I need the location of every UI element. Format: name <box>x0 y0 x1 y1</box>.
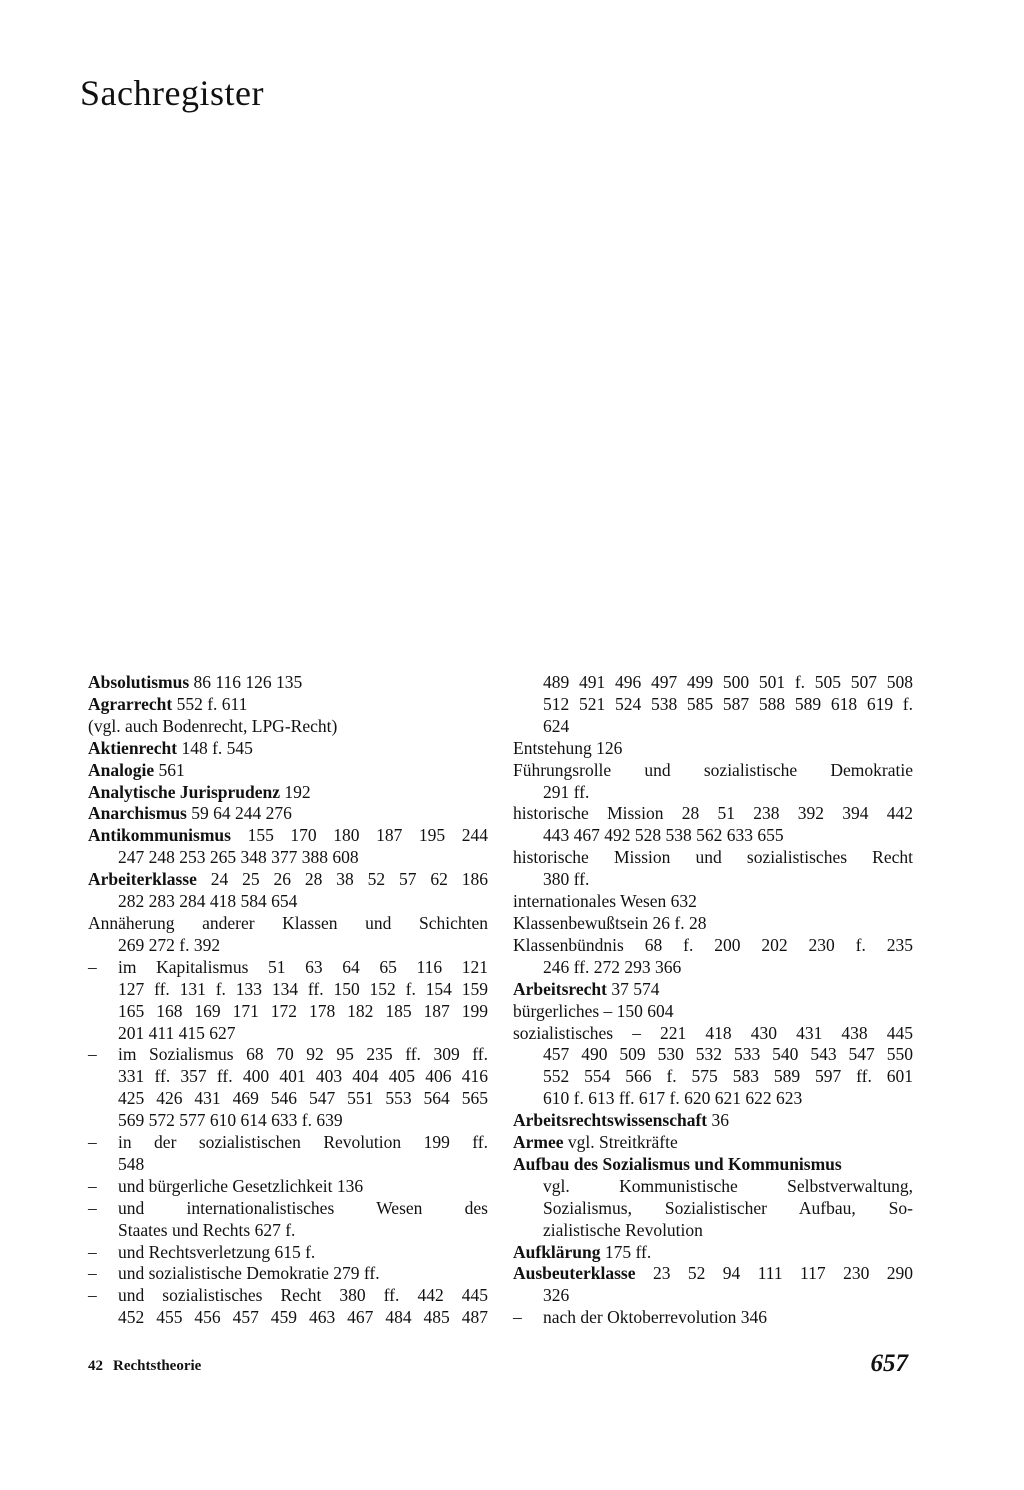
index-entry-line <box>88 891 488 913</box>
index-entry-text: 86 116 126 135 <box>193 672 303 692</box>
index-entry-line <box>513 847 913 869</box>
index-entry-line <box>513 1110 913 1132</box>
index-entry-text: 155 170 180 187 195 244 <box>247 825 489 846</box>
index-entry-text: zialistische Revolution <box>543 1219 703 1240</box>
index-entry-line <box>513 738 913 760</box>
index-entry-line <box>88 1198 488 1220</box>
index-headword: Arbeitsrechtswissenschaft <box>513 1110 708 1131</box>
index-entry-text: 192 <box>284 781 311 802</box>
index-entry-text: Entstehung 126 <box>513 737 623 758</box>
index-entry-text: 165 168 169 171 172 178 182 185 187 199 <box>118 1000 488 1021</box>
index-entry-line <box>88 1066 488 1088</box>
index-entry-line <box>88 1001 488 1023</box>
index-entry-line <box>88 1044 488 1066</box>
index-entry-text: internationales Wesen 632 <box>513 891 697 912</box>
signature-label: Rechtstheorie <box>113 1358 202 1374</box>
index-entry-text: 246 ff. 272 293 366 <box>543 956 682 977</box>
index-entry-line <box>513 782 913 804</box>
index-entry-line <box>88 869 488 891</box>
index-entry-text: und bürgerliche Gesetzlichkeit 136 <box>118 1175 364 1196</box>
index-entry-text: 489 491 496 497 499 500 501 f. 505 507 508 <box>543 672 913 692</box>
index-entry-line <box>513 1154 913 1176</box>
index-entry-text: 624 <box>543 715 570 736</box>
index-entry-line <box>88 1307 488 1329</box>
index-entry-line <box>88 913 488 935</box>
index-entry-line <box>88 672 488 694</box>
index-entry-text: 552 f. 611 <box>176 693 248 714</box>
index-entry-line <box>88 803 488 825</box>
index-entry-line <box>88 1263 488 1285</box>
entry-dash: – <box>88 1263 97 1284</box>
index-headword: Aufbau des Sozialismus und Kommunismus <box>513 1153 842 1174</box>
index-entry-text: vgl. Kommunistische Selbstverwaltung, <box>543 1175 913 1196</box>
index-entry-line <box>513 1066 913 1088</box>
index-entry-line <box>513 716 913 738</box>
index-headword: Antikommunismus <box>88 825 231 846</box>
index-entry-line <box>88 1132 488 1154</box>
entry-dash: – <box>88 1285 97 1306</box>
index-entry-text: 561 <box>158 759 185 780</box>
page-title: Sachregister <box>80 73 264 113</box>
index-entry-text: Annäherung anderer Klassen und Schichten <box>88 912 488 933</box>
index-entry-line <box>88 1110 488 1132</box>
index-headword: Ausbeuterklasse <box>513 1263 636 1284</box>
index-headword: Analogie <box>88 759 155 780</box>
index-entry-line <box>513 1285 913 1307</box>
entry-dash: – <box>88 1241 97 1262</box>
index-headword: Anarchismus <box>88 803 187 824</box>
index-entry-line <box>513 1044 913 1066</box>
index-entry-text: und sozialistisches Recht 380 ff. 442 445 <box>118 1285 488 1306</box>
index-entry-line <box>513 935 913 957</box>
index-entry-text: 23 52 94 111 117 230 290 <box>652 1263 913 1284</box>
index-entry-text: 175 ff. <box>604 1241 652 1262</box>
index-entry-text: Führungsrolle und sozialistische Demokratie <box>513 759 913 780</box>
index-entry-line <box>513 1176 913 1198</box>
index-entry-text: 380 ff. <box>543 869 590 890</box>
index-headword: Absolutismus <box>88 672 190 692</box>
index-entry-line <box>513 957 913 979</box>
index-entry-line <box>88 979 488 1001</box>
index-entry-text: (vgl. auch Bodenrecht, LPG-Recht) <box>88 715 338 736</box>
index-headword: Agrarrecht <box>88 693 173 714</box>
index-entry-text: Sozialismus, Sozialistischer Aufbau, So- <box>543 1197 913 1218</box>
index-entry-text: 512 521 524 538 585 587 588 589 618 619 f. <box>543 693 913 714</box>
index-headword: Arbeitsrecht <box>513 978 607 999</box>
index-entry-line <box>513 1001 913 1023</box>
index-entry-text: 610 f. 613 ff. 617 f. 620 621 622 623 <box>543 1088 803 1109</box>
index-entry-text: 569 572 577 610 614 633 f. 639 <box>118 1110 343 1131</box>
index-entry-line <box>88 1220 488 1242</box>
index-entry-text: 37 574 <box>611 978 660 999</box>
index-entry-text: 452 455 456 457 459 463 467 484 485 487 <box>118 1307 488 1328</box>
index-entry-text: historische Mission und sozialistisches Recht <box>513 847 913 868</box>
index-entry-line <box>88 1242 488 1264</box>
index-entry-text: und internationalistisches Wesen des <box>118 1197 488 1218</box>
index-headword: Aufklärung <box>513 1241 601 1262</box>
index-entry-line <box>88 760 488 782</box>
index-entry-line <box>513 979 913 1001</box>
index-entry-line <box>88 825 488 847</box>
index-entry-line <box>88 957 488 979</box>
index-entry-text: im Kapitalismus 51 63 64 65 116 121 <box>118 956 488 977</box>
entry-dash: – <box>513 1307 522 1328</box>
index-entry-text: vgl. Streitkräfte <box>567 1132 678 1153</box>
index-entry-line <box>513 1242 913 1264</box>
index-entry-line <box>88 1285 488 1307</box>
index-entry-text: 331 ff. 357 ff. 400 401 403 404 405 406 416 <box>118 1066 488 1087</box>
index-entry-line <box>513 913 913 935</box>
index-entry-line <box>513 672 913 694</box>
page-number: 657 <box>870 1350 908 1377</box>
index-entry-text: Klassenbündnis 68 f. 200 202 230 f. 235 <box>513 934 913 955</box>
index-entry-line <box>513 760 913 782</box>
index-entry-line <box>513 1263 913 1285</box>
entry-dash: – <box>88 1044 97 1065</box>
index-entry-text: 443 467 492 528 538 562 633 655 <box>543 825 784 846</box>
index-entry-text: bürgerliches – 150 604 <box>513 1000 674 1021</box>
index-entry-text: 127 ff. 131 f. 133 134 ff. 150 152 f. 154 159 <box>118 978 488 999</box>
index-entry-line <box>88 1154 488 1176</box>
index-entry-text: Klassenbewußtsein 26 f. 28 <box>513 912 707 933</box>
index-entry-text: 247 248 253 265 348 377 388 608 <box>118 847 359 868</box>
index-entry-line <box>88 716 488 738</box>
index-headword: Aktienrecht <box>88 737 178 758</box>
index-entry-text: 24 25 26 28 38 52 57 62 186 <box>210 869 488 890</box>
entry-dash: – <box>88 1132 97 1153</box>
print-signature <box>88 1358 201 1375</box>
entry-dash: – <box>88 1197 97 1218</box>
index-entry-line <box>513 869 913 891</box>
entry-dash: – <box>88 956 97 977</box>
index-entry-text: 148 f. 545 <box>181 737 253 758</box>
index-entry-text: 36 <box>711 1110 729 1131</box>
index-entry-line <box>513 1023 913 1045</box>
index-column-right <box>513 672 913 1329</box>
index-entry-text: in der sozialistischen Revolution 199 ff. <box>118 1132 488 1153</box>
index-entry-text: 548 <box>118 1153 145 1174</box>
index-entry-text: 59 64 244 276 <box>191 803 292 824</box>
index-entry-line <box>88 782 488 804</box>
index-entry-line <box>513 825 913 847</box>
entry-dash: – <box>88 1175 97 1196</box>
index-entry-text: und sozialistische Demokratie 279 ff. <box>118 1263 380 1284</box>
index-entry-text: sozialistisches – 221 418 430 431 438 445 <box>513 1022 913 1043</box>
index-entry-line <box>513 1220 913 1242</box>
index-entry-text: im Sozialismus 68 70 92 95 235 ff. 309 ff. <box>118 1044 488 1065</box>
index-entry-text: 269 272 f. 392 <box>118 934 221 955</box>
index-entry-text: 457 490 509 530 532 533 540 543 547 550 <box>543 1044 913 1065</box>
index-entry-line <box>88 1023 488 1045</box>
index-entry-line <box>513 1088 913 1110</box>
index-headword: Arbeiterklasse <box>88 869 197 890</box>
index-entry-line <box>513 1132 913 1154</box>
index-entry-line <box>513 1198 913 1220</box>
index-entry-line <box>88 1176 488 1198</box>
index-entry-text: 291 ff. <box>543 781 590 802</box>
index-entry-line <box>513 891 913 913</box>
index-entry-text: und Rechtsverletzung 615 f. <box>118 1241 316 1262</box>
index-entry-line <box>88 935 488 957</box>
index-column-left <box>88 672 488 1329</box>
index-entry-text: Staates und Rechts 627 f. <box>118 1219 296 1240</box>
index-entry-line <box>88 1088 488 1110</box>
index-entry-line <box>513 694 913 716</box>
index-entry-text: 201 411 415 627 <box>118 1022 236 1043</box>
index-entry-text: nach der Oktoberrevolution 346 <box>543 1307 768 1328</box>
index-entry-line <box>513 803 913 825</box>
index-entry-line <box>88 738 488 760</box>
signature-number: 42 <box>88 1358 103 1374</box>
index-entry-text: historische Mission 28 51 238 392 394 442 <box>513 803 913 824</box>
index-entry-text: 326 <box>543 1285 570 1306</box>
index-headword: Armee <box>513 1132 564 1153</box>
index-entry-text: 282 283 284 418 584 654 <box>118 891 298 912</box>
index-entry-line <box>513 1307 913 1329</box>
index-entry-line <box>88 847 488 869</box>
index-entry-text: 425 426 431 469 546 547 551 553 564 565 <box>118 1088 488 1109</box>
index-entry-text: 552 554 566 f. 575 583 589 597 ff. 601 <box>543 1066 913 1087</box>
index-headword: Analytische Jurisprudenz <box>88 781 281 802</box>
index-entry-line <box>88 694 488 716</box>
